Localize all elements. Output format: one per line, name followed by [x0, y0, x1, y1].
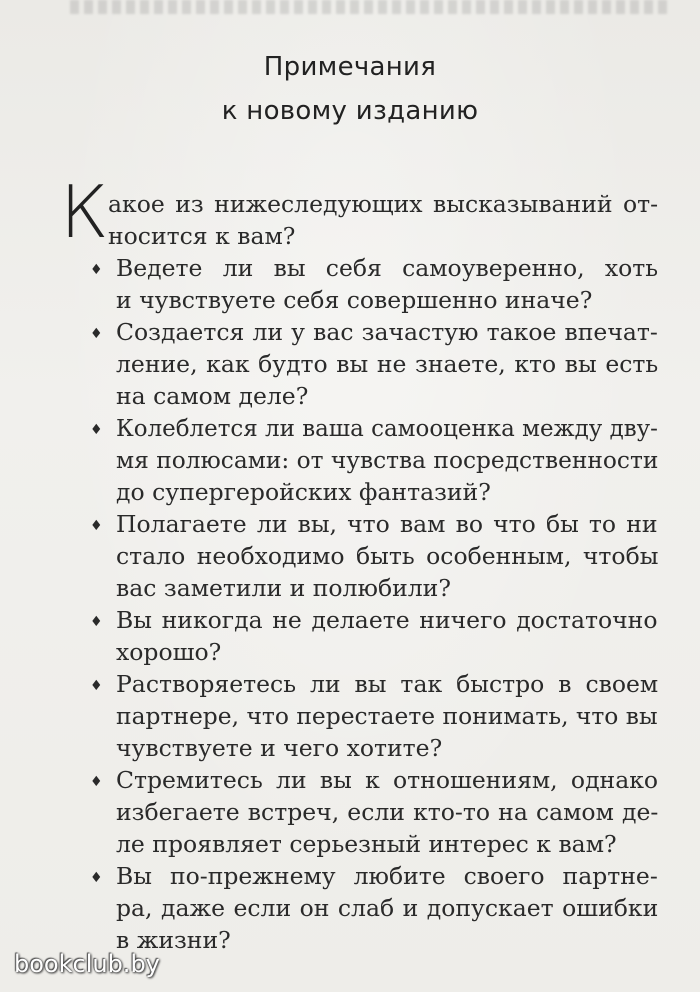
intro-line-2: носится к вам? [108, 222, 296, 250]
bullet-icon: ♦ [90, 422, 103, 438]
bullet-icon: ♦ [90, 614, 103, 630]
question-line: мя полюсами: от чувства посредственности [116, 446, 659, 474]
question-line: до супергеройских фантазий? [116, 478, 491, 506]
bullet-icon: ♦ [90, 518, 103, 534]
question-line: партнере, что перестаете понимать, что вы [116, 702, 658, 730]
bullet-icon: ♦ [90, 870, 103, 886]
question-line: ление, как будто вы не знаете, кто вы есть [116, 350, 659, 378]
bullet-icon: ♦ [90, 326, 103, 342]
bullet-icon: ♦ [90, 774, 103, 790]
drop-cap: К [60, 170, 109, 254]
page-title-line-1: Примечания [263, 52, 437, 82]
bleed-through-text [70, 0, 670, 14]
question-line: Полагаете ли вы, что вам во что бы то ни [116, 510, 658, 538]
bullet-icon: ♦ [90, 262, 103, 278]
question-line: и чувствуете себя совершенно иначе? [116, 286, 593, 314]
intro-line-1: акое из нижеследующих высказываний от- [108, 190, 659, 218]
question-line: чувствуете и чего хотите? [116, 734, 443, 762]
watermark: bookclub.by [14, 950, 160, 978]
page-title-line-2: к новому изданию [221, 96, 479, 126]
bullet-icon: ♦ [90, 678, 103, 694]
question-line: хорошо? [116, 638, 222, 666]
question-line: стало необходимо быть особенным, чтобы [116, 542, 659, 570]
question-line: избегаете встреч, если кто-то на самом де- [116, 798, 659, 826]
question-line: Вы никогда не делаете ничего достаточно [116, 606, 658, 634]
question-line: на самом деле? [116, 382, 309, 410]
question-line: Создается ли у вас зачастую такое впечат- [116, 318, 658, 346]
question-line: вас заметили и полюбили? [116, 574, 451, 602]
question-line: Вы по-прежнему любите своего партне- [116, 862, 658, 890]
question-line: Стремитесь ли вы к отношениям, однако [116, 766, 659, 794]
question-line: в жизни? [116, 926, 231, 954]
question-line: ле проявляет серьезный интерес к вам? [116, 830, 617, 858]
question-line: Растворяетесь ли вы так быстро в своем [116, 670, 659, 698]
question-line: Ведете ли вы себя самоуверенно, хоть [116, 254, 659, 282]
question-line: Колеблется ли ваша самооценка между дву- [116, 414, 658, 442]
question-line: ра, даже если он слаб и допускает ошибки [116, 894, 659, 922]
